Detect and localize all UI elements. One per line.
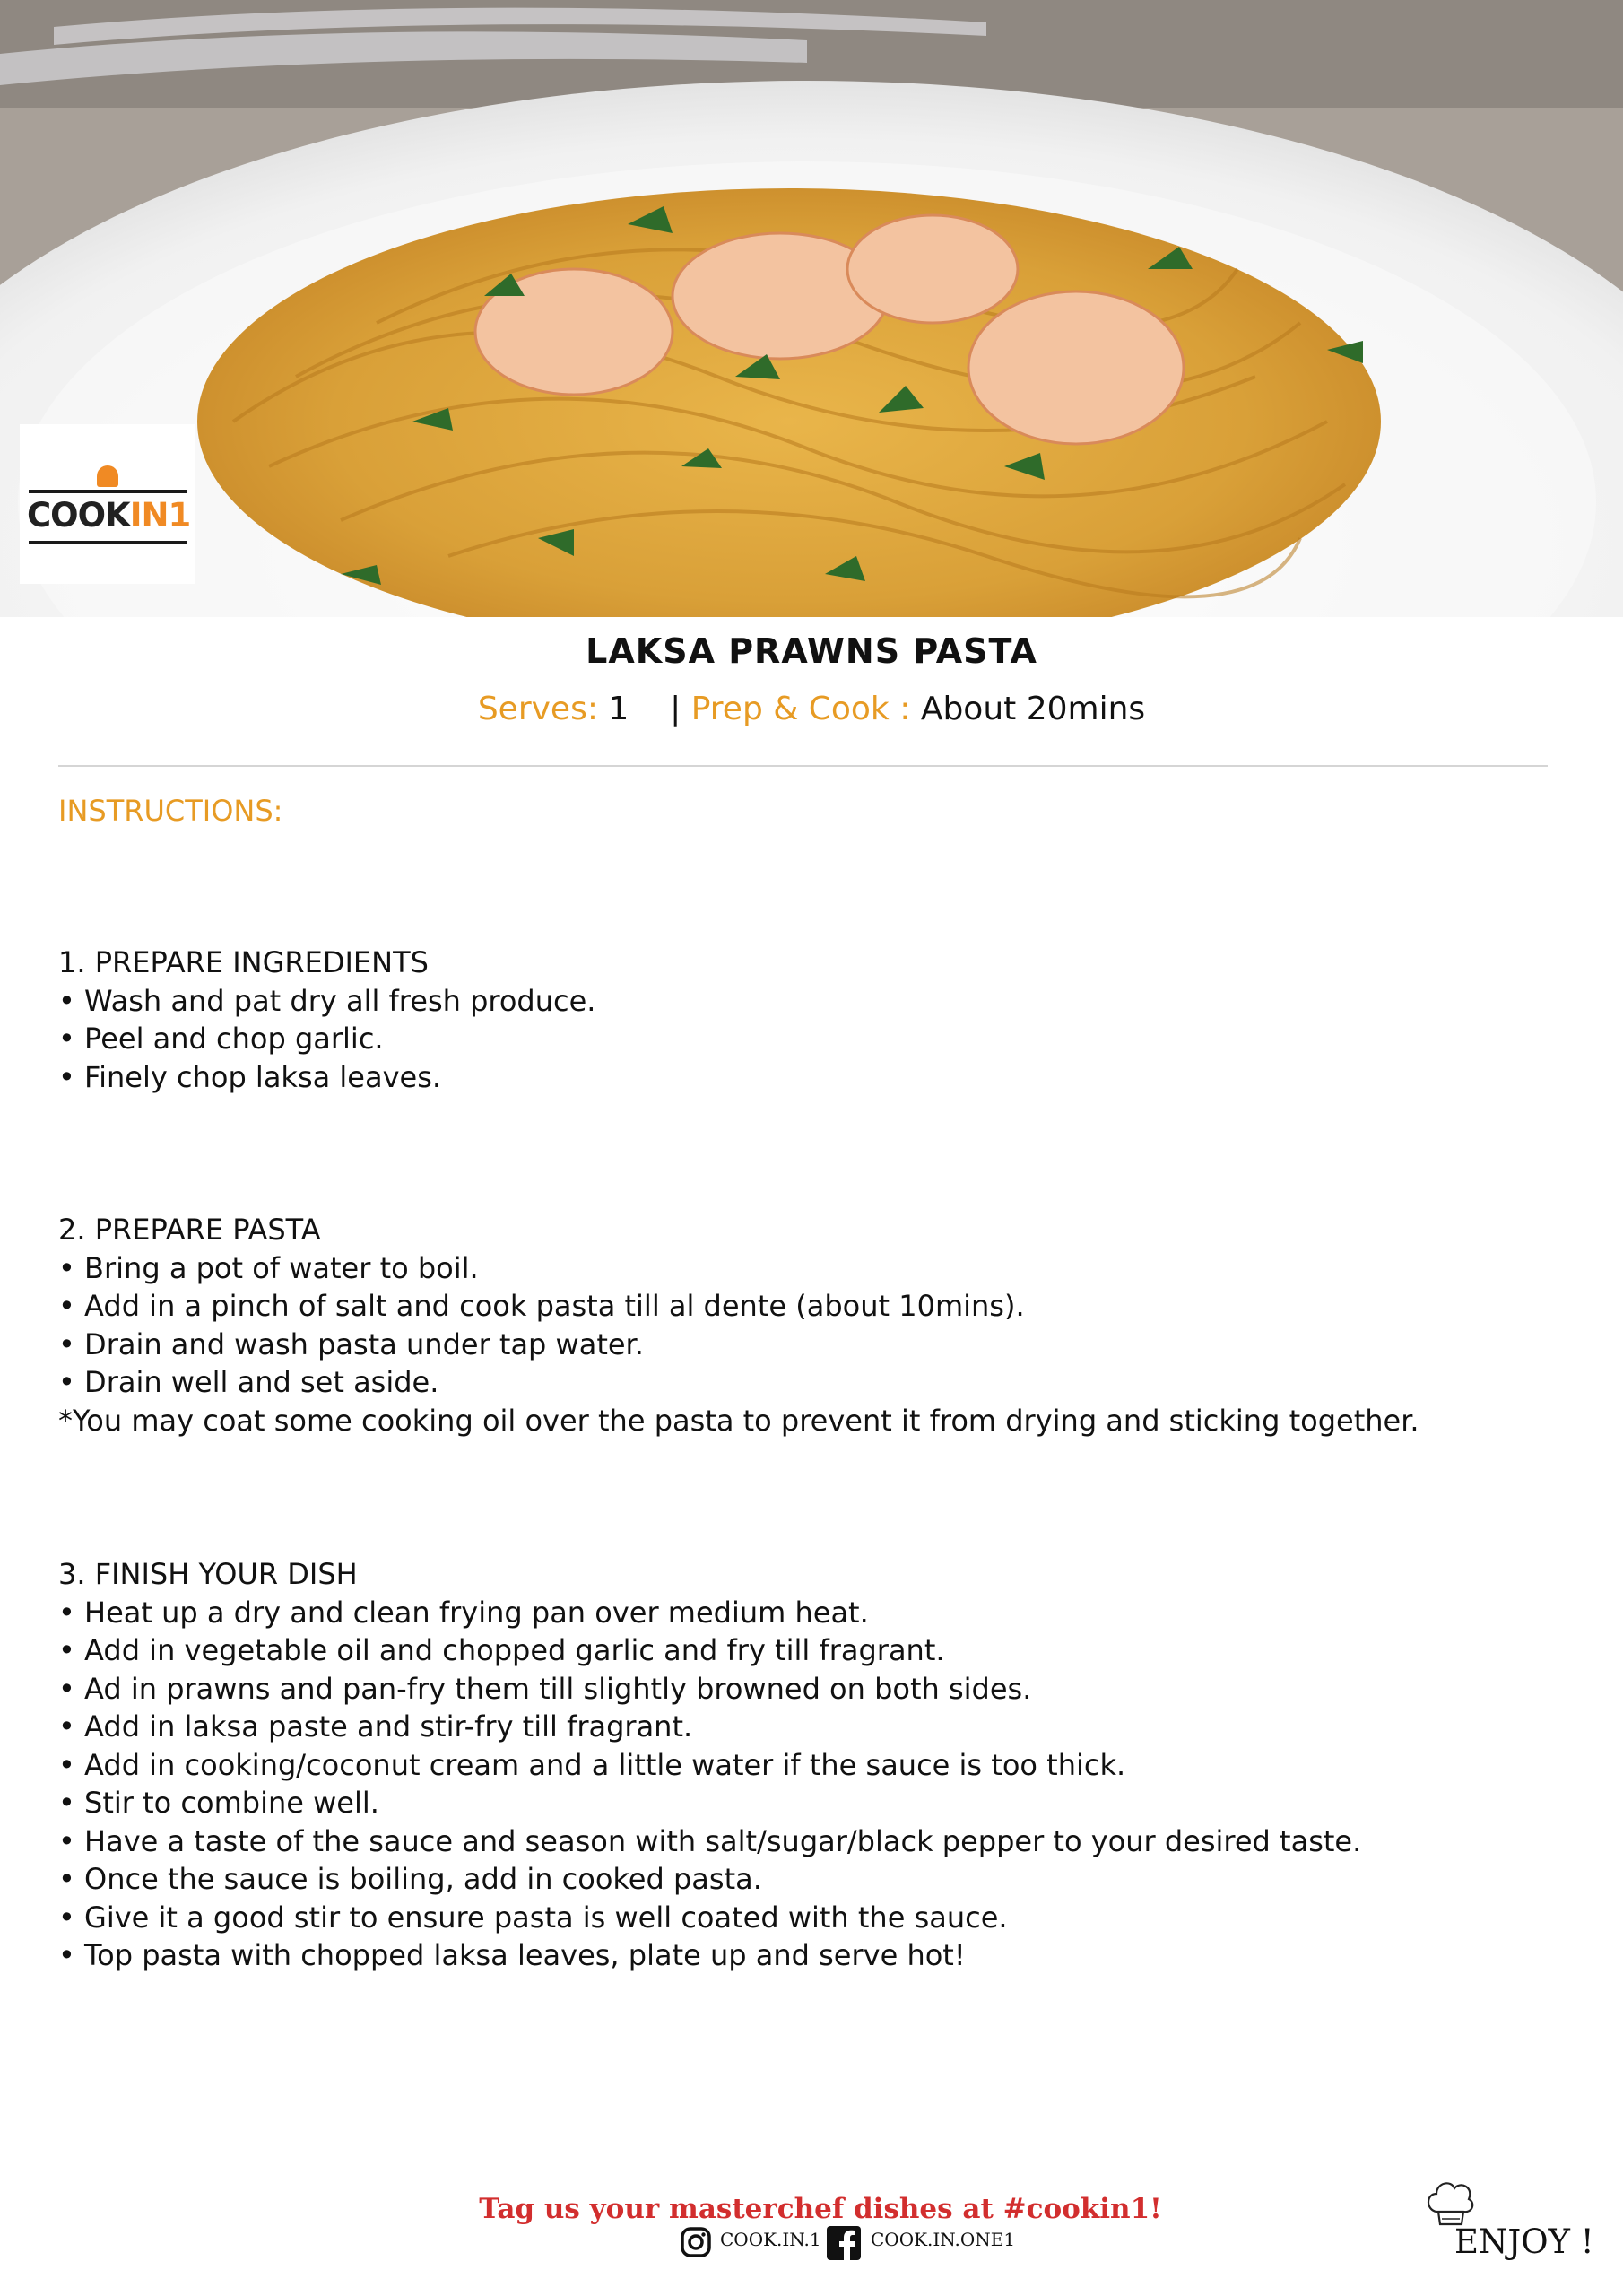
step-line: • Stir to combine well.	[58, 1786, 379, 1820]
step-line: • Bring a pot of water to boil.	[58, 1250, 479, 1285]
step-line: • Once the sauce is boiling, add in cooked pasta.	[58, 1862, 762, 1896]
step-section-2	[58, 1211, 1583, 1439]
step-line: • Peel and chop garlic.	[58, 1022, 384, 1056]
footer-tagline: Tag us your masterchef dishes at #cookin1!	[479, 2193, 1162, 2225]
serves-value: 1	[608, 691, 629, 727]
step-line: • Drain and wash pasta under tap water.	[58, 1326, 644, 1361]
pasta-plate-illustration	[0, 0, 1623, 617]
facebook-handle[interactable]: COOK.IN.ONE1	[871, 2229, 1016, 2250]
instructions-heading: INSTRUCTIONS:	[58, 794, 283, 828]
step-line: • Add in vegetable oil and chopped garlic and fry till fragrant.	[58, 1633, 945, 1667]
step-section-1	[58, 944, 1583, 1096]
step-line: • Heat up a dry and clean frying pan over medium heat.	[58, 1595, 869, 1630]
logo-wordmark: COOKIN1	[27, 496, 191, 535]
hero-photo	[0, 0, 1623, 617]
step-section-3	[58, 1555, 1583, 1975]
prep-value: About 20mins	[920, 691, 1146, 727]
step-line: • Wash and pat dry all fresh produce.	[58, 983, 596, 1018]
step-line: • Finely chop laksa leaves.	[58, 1059, 442, 1094]
step-line: • Add in a pinch of salt and cook pasta till al dente (about 10mins).	[58, 1289, 1025, 1323]
step-heading: 3. FINISH YOUR DISH	[58, 1557, 358, 1591]
step-line: • Drain well and set aside.	[58, 1365, 439, 1399]
step-note: *You may coat some cooking oil over the pasta to prevent it from drying and sticking together.	[58, 1403, 1419, 1438]
meta-separator: |	[670, 691, 681, 727]
serves-label: Serves:	[477, 691, 598, 727]
recipe-meta	[0, 691, 1623, 727]
chef-hat-logo-icon	[97, 465, 118, 487]
enjoy-text: ENJOY !	[1454, 2222, 1594, 2261]
step-line: • Add in laksa paste and stir-fry till fragrant.	[58, 1709, 693, 1744]
facebook-icon[interactable]	[827, 2226, 861, 2260]
step-line: • Give it a good stir to ensure pasta is well coated with the sauce.	[58, 1900, 1008, 1935]
step-line: • Ad in prawns and pan-fry them till slightly browned on both sides.	[58, 1671, 1032, 1706]
step-line: • Top pasta with chopped laksa leaves, plate up and serve hot!	[58, 1938, 966, 1972]
prep-label: Prep & Cook :	[690, 691, 911, 727]
cookin1-logo	[20, 424, 195, 584]
recipe-title: LAKSA PRAWNS PASTA	[586, 631, 1037, 671]
step-line: • Have a taste of the sauce and season with salt/sugar/black pepper to your desired taste.	[58, 1823, 1362, 1858]
divider	[58, 765, 1548, 767]
step-heading: 1. PREPARE INGREDIENTS	[58, 945, 429, 979]
step-line: • Add in cooking/coconut cream and a little water if the sauce is too thick.	[58, 1747, 1126, 1782]
instagram-icon[interactable]	[680, 2226, 712, 2258]
step-heading: 2. PREPARE PASTA	[58, 1213, 321, 1247]
instagram-handle[interactable]: COOK.IN.1	[720, 2229, 821, 2250]
